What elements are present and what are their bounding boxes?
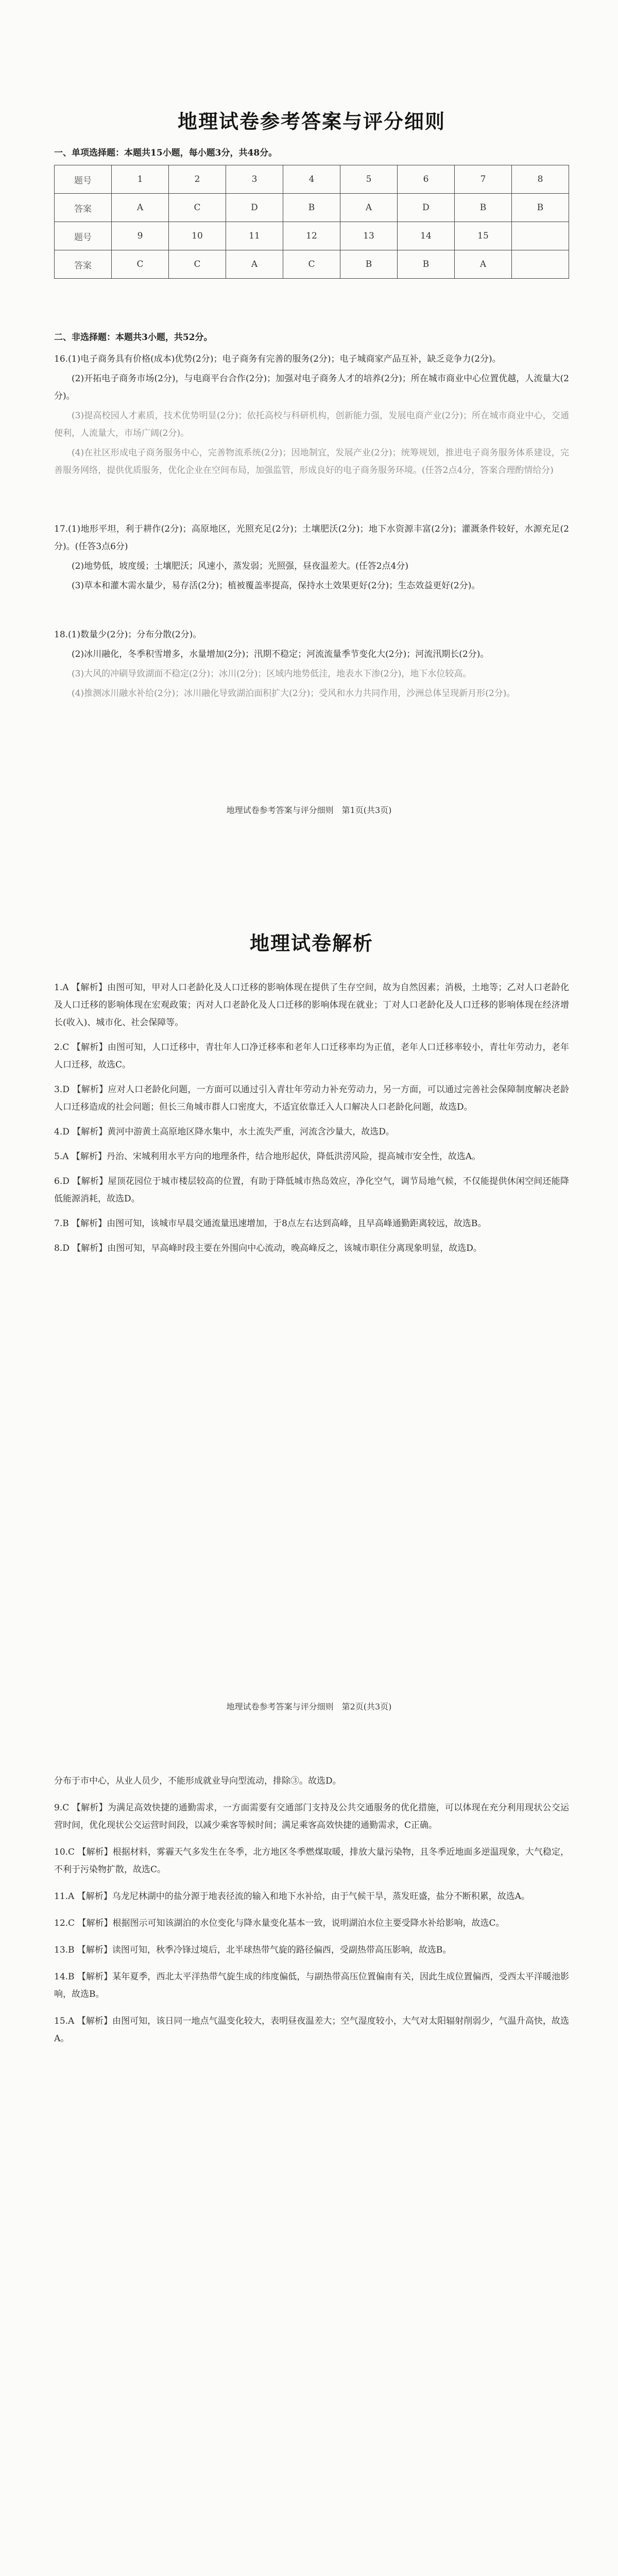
table-cell: 8 [512,165,569,194]
analysis-paragraph: 2.C 【解析】由图可知，人口迁移中，青壮年人口净迁移率和老年人口迁移率均为正值，老年人口迁移率较小，青壮年劳动力，老年人口迁移，故选C。 [54,1042,569,1070]
answer-block-q16 [54,350,569,481]
table-cell: B [512,194,569,222]
answer-paragraph: (4)在社区形成电子商务服务中心，完善物流系统(2分)；因地制宜，发展产业(2分)；统筹规划，推进电子商务服务体系建设，完善服务网络，提供优质服务，优化企业在空间布局，加强监管，形成良好的电子商务服务环境。(任答2点4分，答案合理酌情给分) [54,448,569,476]
analysis-paragraph: 3.D 【解析】应对人口老龄化问题，一方面可以通过引入青壮年劳动力补充劳动力，另一方面，可以通过完善社会保障制度解决老龄人口迁移造成的社会问题；但长三角城市群人口密度大，不适宜依靠迁入人口解决人口老龄化问题，故选D。 [54,1084,569,1112]
answer-key-page [0,0,618,855]
table-cell: 15 [455,222,512,250]
table-cell: 6 [398,165,455,194]
table-cell [512,222,569,250]
table-cell: D [398,194,455,222]
table-cell: 答案 [55,250,112,279]
analysis-paragraph: 12.C 【解析】根据图示可知该湖泊的水位变化与降水量变化基本一致，说明湖泊水位主要受降水补给影响，故选C。 [54,1918,505,1928]
table-cell: B [283,194,340,222]
table-cell: A [112,194,169,222]
table-cell: A [340,194,398,222]
table-cell: 5 [340,165,398,194]
analysis-paragraph: 8.D 【解析】由图可知，早高峰时段主要在外围向中心流动，晚高峰反之，该城市职住分离现象明显，故选D。 [54,1243,482,1253]
table-cell: B [455,194,512,222]
answer-paragraph: (3)大风的冲刷导致湖面不稳定(2分)；冰川(2分)；区域内地势低洼，地表水下渗(2分)，地下水位较高。 [72,669,472,679]
page-title: 地理试卷解析 [249,931,373,955]
table-cell: 11 [226,222,283,250]
answer-paragraph: (4)推测冰川融水补给(2分)；冰川融化导致湖泊面积扩大(2分)；受风和水力共同作用，沙洲总体呈现新月形(2分)。 [72,688,516,699]
analysis-paragraph: 分布于市中心，从业人员少，不能形成就业导向型流动，排除③。故选D。 [54,1776,341,1786]
table-cell: 13 [340,222,398,250]
analysis-paragraph: 11.A 【解析】乌龙尼林湖中的盐分源于地表径流的输入和地下水补给，由于气候干旱，蒸发旺盛，盐分不断积累，故选A。 [54,1891,530,1902]
table-cell: 题号 [55,165,112,194]
table-cell: C [169,250,226,279]
table-cell: A [455,250,512,279]
analysis-paragraph: 13.B 【解析】读图可知，秋季冷锋过境后，北半球热带气旋的路径偏西，受副热带高压影响，故选B。 [54,1945,452,1955]
table-row [55,194,569,222]
page-footer: 地理试卷参考答案与评分细则 第1页(共3页) [226,805,392,815]
table-cell: C [169,194,226,222]
analysis-paragraph: 6.D 【解析】屋顶花园位于城市楼层较高的位置，有助于降低城市热岛效应，净化空气，调节局地气候，不仅能提供休闲空间还能降低能源消耗，故选D。 [54,1176,569,1204]
analysis-paragraph: 15.A 【解析】由图可知，该日同一地点气温变化较大，表明昼夜温差大；空气湿度较小，大气对太阳辐射削弱少，气温升高快，故选A。 [54,2016,569,2044]
table-cell: C [112,250,169,279]
answer-paragraph: 16.(1)电子商务具有价格(成本)优势(2分)；电子商务有完善的服务(2分)；电子城商家产品互补，缺乏竞争力(2分)。 [54,354,501,364]
table-cell: B [398,250,455,279]
answer-paragraph: 17.(1)地形平坦，利于耕作(2分)；高原地区，光照充足(2分)；土壤肥沃(2分)；地下水资源丰富(2分)；灌溉条件较好，水源充足(2分)。(任答3点6分) [54,524,569,552]
analysis-paragraph: 9.C 【解析】为满足高效快捷的通勤需求，一方面需要有交通部门支持及公共交通服务的优化措施，可以体现在充分利用现状公交运营时间，优化现状公交运营时间段，以减少乘客等候时间；满足乘客高效快捷的通勤需求，C正确。 [54,1803,569,1831]
answer-block-q17 [54,520,569,597]
table-cell: 3 [226,165,283,194]
table-cell: 2 [169,165,226,194]
analysis-paragraph: 5.A 【解析】丹治、宋城利用水平方向的地理条件，结合地形起伏，降低洪涝风险，提高城市安全性，故选A。 [54,1151,481,1162]
answer-paragraph: 18.(1)数量少(2分)；分布分散(2分)。 [54,630,202,640]
analysis-list [54,1772,569,2057]
table-cell: C [283,250,340,279]
answer-paragraph: (2)冰川融化，冬季积雪增多，水量增加(2分)；汛期不稳定；河流流量季节变化大(2分)；河流汛期长(2分)。 [72,649,489,659]
table-row [55,222,569,250]
table-cell: 14 [398,222,455,250]
answer-paragraph: (3)提高校园人才素质，技术优势明显(2分)；依托高校与科研机构，创新能力强，发展电商产业(2分)；所在城市商业中心，交通便利，人流量大，市场广阔(2分)。 [54,411,569,438]
table-cell: 1 [112,165,169,194]
answer-paragraph: (2)开拓电子商务市场(2分)，与电商平台合作(2分)；加强对电子商务人才的培养(2分)；所在城市商业中心位置优越，人流量大(2分)。 [54,374,569,401]
page-footer: 地理试卷参考答案与评分细则 第2页(共3页) [226,1702,392,1711]
analysis-paragraph: 7.B 【解析】由图可知，该城市早晨交通流量迅速增加，于8点左右达到高峰，且早高峰通勤距离较远，故选B。 [54,1218,487,1229]
analysis-paragraph: 1.A 【解析】由图可知，甲对人口老龄化及人口迁移的影响体现在提供了生存空间，故为自然因素；消极，土地等；乙对人口老龄化及人口迁移的影响体现在宏观政策；丙对人口老龄化及人口迁移的影响体现在就业；丁对人口老龄化及人口迁移的影响体现在经济增长(收入)、城市化、社会保障等。 [54,982,569,1028]
answer-paragraph: (2)地势低，坡度缓；土壤肥沃；风速小，蒸发弱；光照强，昼夜温差大。(任答2点4分) [72,561,408,571]
table-cell [512,250,569,279]
analysis-page-continued [0,1752,618,2576]
table-cell: 12 [283,222,340,250]
analysis-paragraph: 4.D 【解析】黄河中游黄土高原地区降水集中，水土流失严重，河流含沙量大，故选D。 [54,1127,394,1137]
table-cell: B [340,250,398,279]
table-row [55,250,569,279]
analysis-list [54,979,569,1264]
analysis-paragraph: 14.B 【解析】某年夏季，西北太平洋热带气旋生成的纬度偏低，与副热带高压位置偏南有关，因此生成位置偏西，受西太平洋暖池影响，故选B。 [54,1972,569,1999]
section1-heading: 一、单项选择题：本题共15小题，每小题3分，共48分。 [54,148,278,158]
analysis-page [0,855,618,1752]
table-cell: A [226,250,283,279]
analysis-paragraph: 10.C 【解析】根据材料，雾霾天气多发生在冬季，北方地区冬季燃煤取暖，排放大量污染物，且冬季近地面多逆温现象，大气稳定，不利于污染物扩散，故选C。 [54,1847,569,1875]
table-cell: 题号 [55,222,112,250]
section2-heading: 二、非选择题：本题共3小题，共52分。 [54,332,213,343]
table-cell: 7 [455,165,512,194]
table-cell: 4 [283,165,340,194]
answer-paragraph: (3)草本和灌木需水量少，易存活(2分)；植被覆盖率提高，保持水土效果更好(2分)；生态效益更好(2分)。 [72,581,480,591]
table-row [55,165,569,194]
answer-table [54,165,569,279]
table-cell: 9 [112,222,169,250]
answer-block-q18 [54,626,569,704]
page-title: 地理试卷参考答案与评分细则 [177,110,445,133]
table-cell: 答案 [55,194,112,222]
table-cell: 10 [169,222,226,250]
table-cell: D [226,194,283,222]
